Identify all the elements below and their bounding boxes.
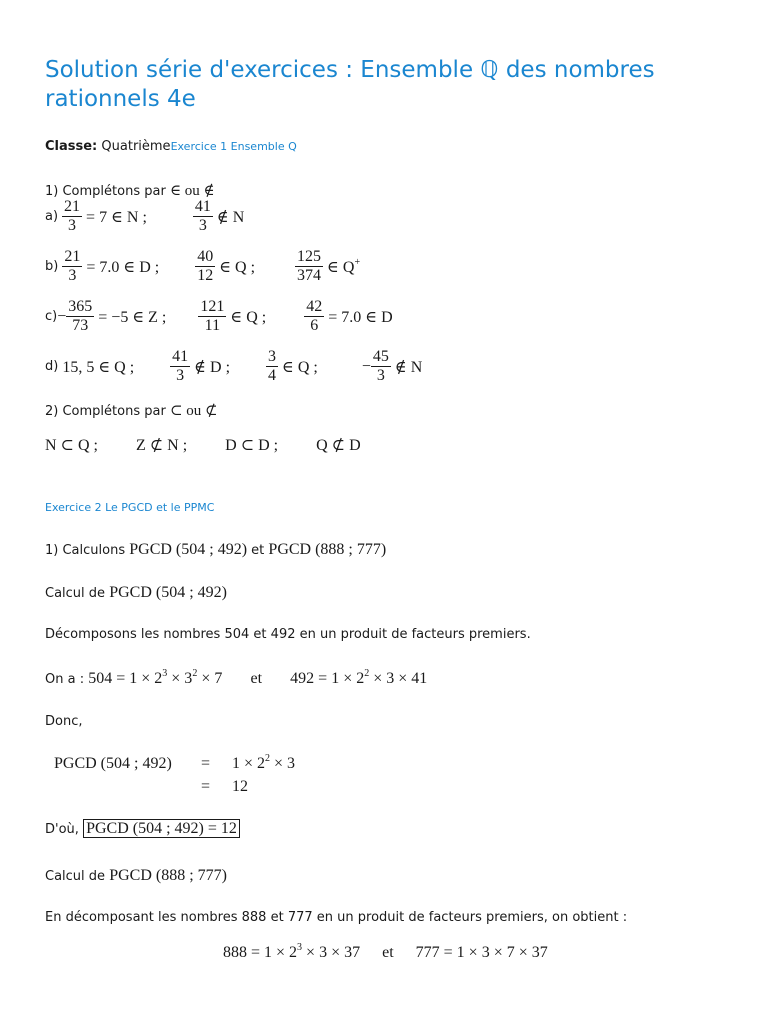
fraction-numerator: 125: [297, 248, 322, 265]
fraction: [66, 298, 94, 335]
ex2-line4-m1c: × 7: [197, 670, 223, 687]
ex1-c-label: c): [45, 309, 58, 324]
ex2-line3-b: en un produit de facteurs premiers.: [299, 627, 531, 642]
ex1-b-rest1: = 7.0 ∈ D ;: [86, 258, 160, 276]
fraction: [170, 348, 190, 385]
ex2-line7: [223, 944, 548, 962]
ex2-line2-math: PGCD (504 ; 492): [109, 584, 227, 601]
ex2-dou-text: D'où,: [45, 822, 79, 837]
fraction: [62, 198, 82, 235]
pgcd-eq-rhs2: 12: [232, 778, 248, 795]
superscript: 2: [364, 668, 370, 679]
ex1-row-a: [45, 198, 244, 235]
ex1-q2-symbols: ⊂ ou ⊄: [169, 403, 218, 419]
ex2-line4-m2a: 492 = 1 × 2: [290, 670, 365, 687]
ex2-line2-text: Calcul de: [45, 586, 106, 601]
ex2-line5-text: Calcul de: [45, 869, 106, 884]
fraction: [198, 298, 226, 335]
ex1-d-rest3: ∉ N: [394, 358, 423, 376]
ex2-line5-math: PGCD (888 ; 777): [109, 867, 227, 884]
ex2-line7-m1b: × 3 × 37: [302, 944, 361, 961]
ex1-q2-answers: [45, 435, 361, 455]
ex1-a-label: a): [45, 209, 59, 224]
fraction: [62, 248, 82, 285]
pgcd-eq-sign1: =: [201, 755, 211, 772]
ex2-line6-et: et: [270, 910, 284, 925]
ex1-q2: [45, 401, 218, 420]
ex2-line6-b: en un produit de facteurs premiers, on obtient :: [316, 910, 628, 925]
ex1-d-label: d): [45, 359, 59, 374]
superscript: 2: [265, 753, 271, 764]
fraction-denominator: 4: [268, 367, 277, 384]
ex2-donc: Donc,: [45, 714, 83, 729]
fraction-numerator: 3: [268, 348, 277, 365]
fraction-numerator: 21: [64, 248, 81, 265]
ex2-line3-n2: 492: [270, 627, 296, 642]
page-title: Solution série d'exercices : Ensemble ℚ des nombres rationnels 4e: [45, 57, 655, 112]
ex1-row-c: [45, 298, 393, 335]
ex2-line6-n1: 888: [241, 910, 267, 925]
superscript: 3: [162, 668, 168, 679]
superscript: 2: [192, 668, 198, 679]
ex2-line5: [45, 867, 227, 885]
pgcd-eq-sign2: =: [201, 778, 211, 795]
fraction: [193, 198, 213, 235]
ex2-line1-text: 1) Calculons: [45, 543, 126, 558]
pgcd-eq-lhs: PGCD (504 ; 492): [54, 755, 172, 772]
ex2-line6: [45, 910, 627, 925]
ex1-d-term1: 15, 5 ∈ Q ;: [62, 358, 135, 376]
fraction-denominator: 3: [376, 367, 385, 384]
ex1-q2-item: N ⊂ Q ;: [45, 437, 98, 454]
ex1-row-d: [45, 348, 422, 385]
ex1-d-rest2: ∈ Q ;: [282, 358, 318, 376]
ex1-q2-item: Z ⊄ N ;: [135, 437, 188, 454]
fraction-numerator: 41: [194, 198, 211, 215]
exercise1-heading[interactable]: Exercice 1 Ensemble Q: [170, 140, 297, 153]
ex2-line6-a: En décomposant les nombres: [45, 910, 238, 925]
ex2-line7-et: et: [382, 944, 394, 961]
fraction-denominator: 374: [297, 267, 322, 284]
minus-sign: −: [57, 307, 67, 325]
ex2-line2: [45, 584, 227, 602]
fraction-numerator: 41: [172, 348, 189, 365]
ex2-line4-m2b: × 3 × 41: [369, 670, 428, 687]
fraction-denominator: 3: [176, 367, 185, 384]
fraction-numerator: 121: [200, 298, 225, 315]
minus-sign: −: [361, 357, 371, 375]
classe-label: Classe:: [45, 139, 98, 154]
fraction-numerator: 45: [372, 348, 389, 365]
pgcd-eq-rhs1a: 1 × 2: [232, 755, 266, 772]
ex2-line3-a: Décomposons les nombres: [45, 627, 221, 642]
ex2-line3-n1: 504: [224, 627, 250, 642]
fraction: [304, 298, 324, 335]
fraction: [371, 348, 391, 385]
ex2-line4-et: et: [250, 670, 263, 687]
ex1-b-rest3: ∈ Q: [327, 258, 355, 276]
fraction-denominator: 3: [68, 217, 77, 234]
fraction-numerator: 365: [68, 298, 93, 315]
fraction-denominator: 3: [68, 267, 77, 284]
ex2-line1: [45, 541, 386, 559]
ex2-line4-m1a: 504 = 1 × 2: [88, 670, 163, 687]
fraction: [266, 348, 278, 385]
ex1-a-rest2: ∉ N: [216, 208, 245, 226]
fraction-denominator: 73: [72, 317, 89, 334]
pgcd-result-box: PGCD (504 ; 492) = 12: [83, 819, 240, 838]
classe-line: [45, 139, 297, 154]
ex2-line4-text: On a :: [45, 672, 85, 687]
ex2-line3: [45, 627, 531, 642]
fraction-denominator: 12: [197, 267, 214, 284]
fraction-denominator: 3: [198, 217, 207, 234]
ex1-row-b: [45, 248, 360, 285]
ex1-b-rest2: ∈ Q ;: [219, 258, 256, 276]
ex2-line6-n2: 777: [287, 910, 313, 925]
exercise2-heading[interactable]: Exercice 2 Le PGCD et le PPMC: [45, 501, 215, 514]
ex2-line1-math2: PGCD (888 ; 777): [268, 541, 387, 558]
fraction: [295, 248, 323, 285]
fraction-denominator: 11: [204, 317, 221, 334]
ex2-line7-m2: 777 = 1 × 3 × 7 × 37: [415, 944, 548, 961]
ex1-q2-text: 2) Complétons par: [45, 404, 166, 419]
ex1-b-label: b): [45, 259, 59, 274]
fraction-numerator: 21: [64, 198, 81, 215]
ex2-line1-math1: PGCD (504 ; 492): [129, 541, 248, 558]
ex1-c-rest3: = 7.0 ∈ D: [328, 308, 393, 326]
ex2-line4-m1b: × 3: [167, 670, 193, 687]
pgcd-eq-rhs1: [232, 755, 295, 773]
fraction-denominator: 6: [310, 317, 319, 334]
superscript: 3: [297, 942, 303, 953]
pgcd-eq-rhs1b: × 3: [270, 755, 296, 772]
fraction-numerator: 42: [306, 298, 323, 315]
ex1-q2-item: D ⊂ D ;: [225, 437, 279, 454]
ex1-c-rest1: = −5 ∈ Z ;: [98, 308, 167, 326]
ex2-line4: [45, 670, 427, 688]
ex1-q2-item: Q ⊄ D: [316, 437, 361, 454]
fraction: [195, 248, 215, 285]
ex1-q1-text: 1) Complétons par: [45, 184, 166, 199]
ex1-c-rest2: ∈ Q ;: [230, 308, 267, 326]
ex2-dou: [45, 820, 240, 838]
ex1-q1-symbols: ∈ ou ∉: [169, 183, 215, 199]
ex1-a-rest1: = 7 ∈ N ;: [86, 208, 147, 226]
superscript: +: [354, 256, 361, 268]
ex2-line3-et: et: [253, 627, 267, 642]
ex2-line7-m1a: 888 = 1 × 2: [223, 944, 298, 961]
fraction-numerator: 40: [197, 248, 214, 265]
ex2-line1-et: et: [251, 543, 265, 558]
ex1-d-rest1: ∉ D ;: [194, 358, 231, 376]
classe-value: Quatrième: [101, 139, 171, 154]
